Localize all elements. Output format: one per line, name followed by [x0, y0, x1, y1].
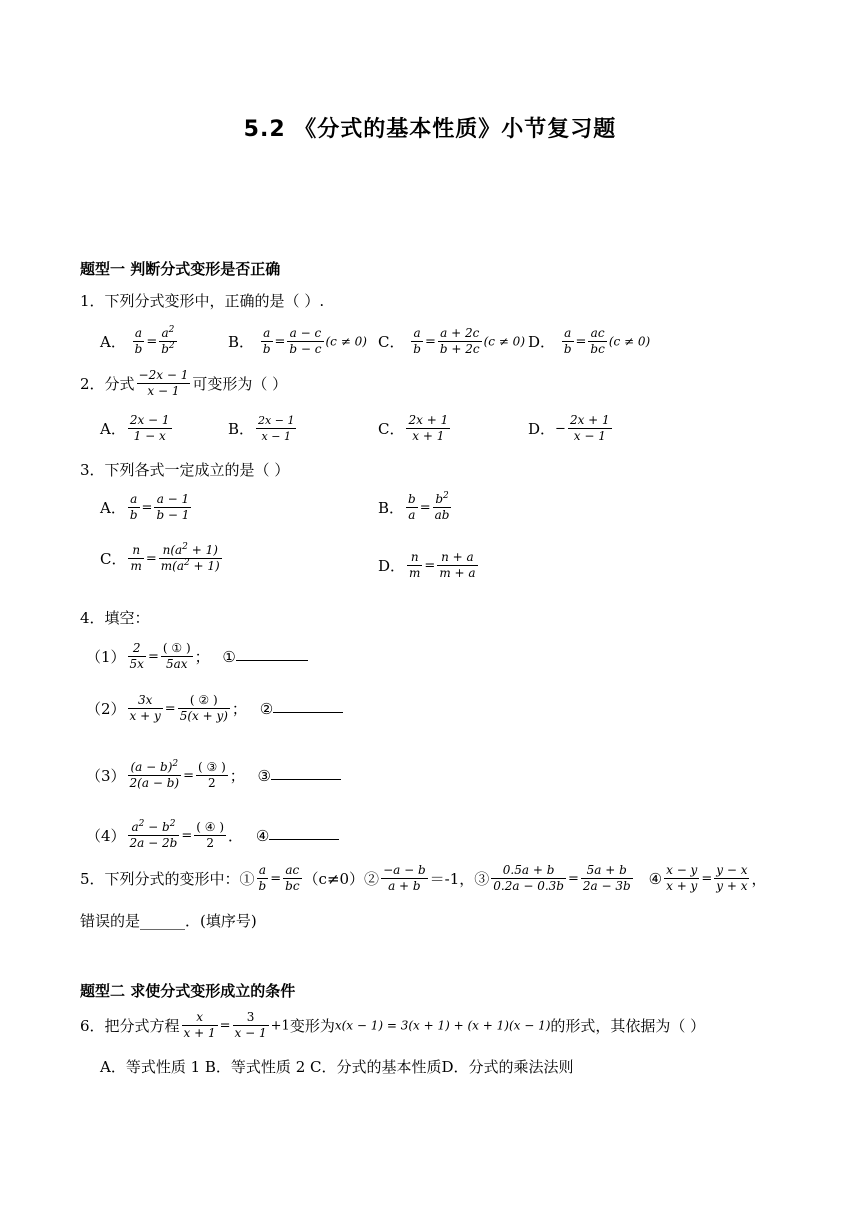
section-heading-2: 题型二 求使分式变形成立的条件: [80, 982, 296, 1000]
question-6-stem: 6．把分式方程 $\frac{x}{x + 1}$ = $\frac{3}{x - 1}$ +1变形为x(x − 1) = 3(x + 1) + (x + 1)(x − 1)的形式，其依据为（ ）: [80, 1010, 706, 1040]
q2-option-c: C． $\frac{2x + 1}{x + 1}$: [378, 413, 449, 443]
question-6-options: A．等式性质 1 B．等式性质 2 C．分式的基本性质D．分式的乘法法则: [100, 1058, 574, 1076]
question-1-stem: 1．下列分式变形中，正确的是（ ）.: [80, 292, 325, 310]
question-5-stem: 5．下列分式的变形中：① $\frac{a}{b}$ = $\frac{ac}{bc}$ （c≠0）② $\frac{-a - b}{a + b}$ ＝-1，③ $\frac{0.5a + b}{0.2a - 0.3b}$ = $\frac{5a + b}{2a - 3b}$ ④ $\frac{x - y}{x + y}$ = $\frac{y - x}{y + x}$ ，: [80, 863, 767, 893]
q1-option-d: D． $\frac{a}{b}$ = $\frac{ac}{bc}$ (c ≠ 0): [528, 326, 651, 356]
q1-option-b: B． $\frac{a}{b}$ = $\frac{a - c}{b - c}$ (c ≠ 0): [228, 326, 367, 356]
q1-option-a: A． $\frac{a}{b}$ = $\frac{a^2}{b^2}$: [100, 325, 175, 356]
q4-part-2: （2） $\frac{3x}{x + y}$ = $\frac{\text{( ② )}}{5(x + y)}$ ； ②: [86, 693, 343, 724]
q3-option-d: D． $\frac{n}{m}$ = $\frac{n + a}{m + a}$: [378, 550, 476, 580]
blank-4[interactable]: [269, 825, 339, 840]
q2-option-a: A． $\frac{2x - 1}{1 - x}$: [100, 413, 170, 443]
question-3-stem: 3．下列各式一定成立的是（ ）: [80, 461, 290, 479]
q4-part-3: （3） $\frac{(a - b)^2}{2(a - b)}$ = $\frac{\text{( ③ )}}{2}$ ； ③: [86, 760, 341, 791]
q1-option-c: C． $\frac{a}{b}$ = $\frac{a + 2c}{b + 2c}$ (c ≠ 0): [378, 326, 525, 356]
blank-3[interactable]: [271, 765, 341, 780]
q4-part-4: （4） $\frac{a^2 - b^2}{2a - 2b}$ = $\frac{\text{( ④ )}}{2}$ ． ④: [86, 820, 339, 851]
q3-option-b: B． $\frac{b}{a}$ = $\frac{b^2}{ab}$: [378, 491, 450, 522]
question-2-stem: 2．分式 $\frac{-2x - 1}{x - 1}$ 可变形为（ ）: [80, 368, 288, 398]
blank-1[interactable]: [236, 646, 308, 661]
q3-option-c: C． $\frac{n}{m}$ = $\frac{n(a^2 + 1)}{m(a^2 + 1)}$: [100, 542, 220, 573]
question-5-line2: 错误的是______．(填序号): [80, 912, 257, 930]
question-4-stem: 4．填空：: [80, 609, 150, 627]
q4-part-1: （1） $\frac{2}{5x}$ = $\frac{\text{( ① )}}{5ax}$ ； ①: [86, 641, 308, 672]
q2-option-d: D．− $\frac{2x + 1}{x - 1}$: [528, 413, 610, 443]
blank-2[interactable]: [273, 698, 343, 713]
page-title: 5.2 《分式的基本性质》小节复习题: [243, 117, 617, 142]
q3-option-a: A． $\frac{a}{b}$ = $\frac{a - 1}{b - 1}$: [100, 492, 190, 522]
section-heading-1: 题型一 判断分式变形是否正确: [80, 260, 281, 278]
q2-option-b: B． $\frac{2x - 1}{x - 1}$: [228, 414, 295, 443]
